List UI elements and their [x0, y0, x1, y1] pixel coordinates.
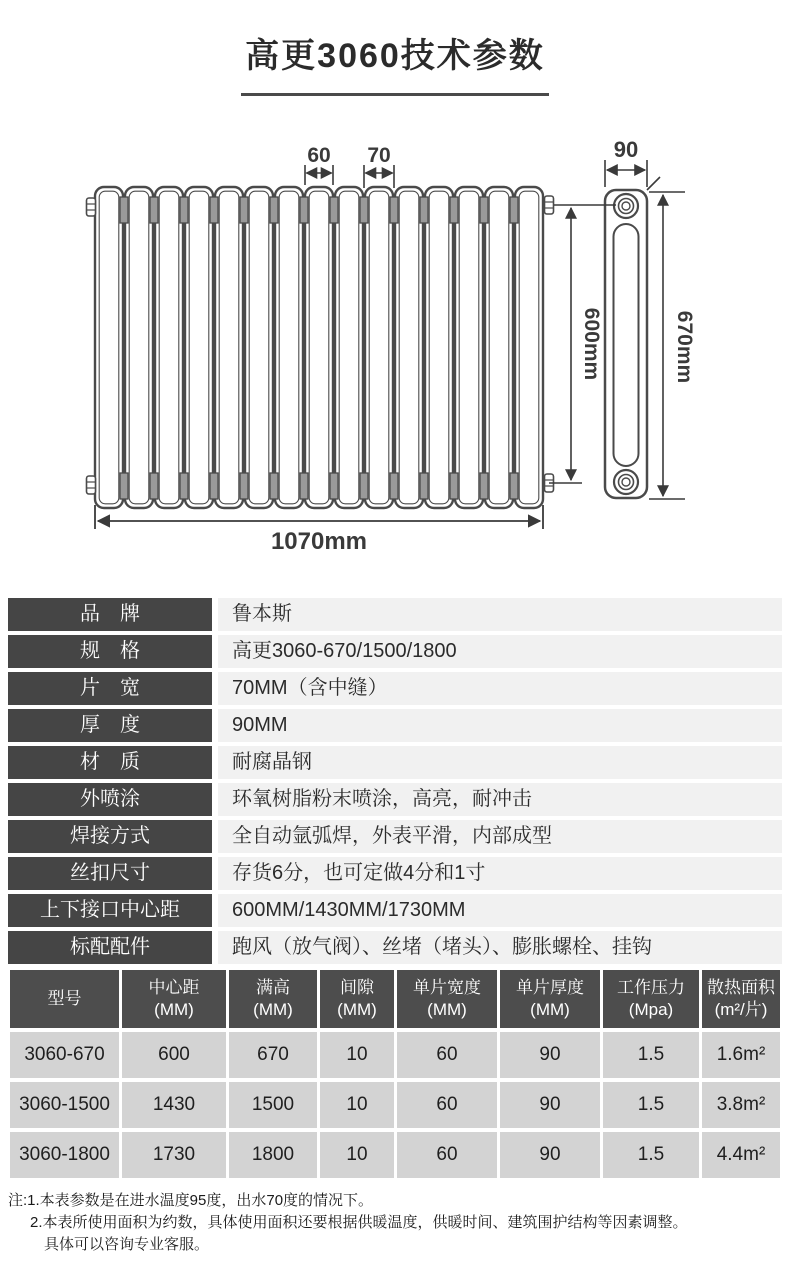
- spec-value: 90MM: [218, 709, 782, 742]
- table-row: [10, 1032, 780, 1078]
- table-header-row: [10, 970, 780, 1028]
- fin-connector-top: [240, 197, 248, 223]
- valve-knob-left-bottom: [87, 476, 96, 494]
- header-label: 间隙: [340, 978, 374, 997]
- fin-connector-bottom: [480, 473, 488, 499]
- fin-connector-bottom: [300, 473, 308, 499]
- fin-connector-top: [270, 197, 278, 223]
- note-line: 具体可以咨询专业客服。: [44, 1236, 210, 1253]
- spec-row-model: [0, 635, 790, 668]
- cell-full-height: 1800: [229, 1132, 317, 1178]
- radiator-dimension-diagram: [0, 130, 790, 560]
- valve-knob-left-top: [87, 198, 96, 216]
- dim-label-600mm: 600mm: [580, 307, 603, 381]
- spec-row-material: [0, 746, 790, 779]
- header-label: 型号: [47, 989, 82, 1008]
- dim-label-1070mm: 1070mm: [270, 528, 368, 555]
- header-unit: (MM): [427, 1000, 467, 1019]
- fin-connector-bottom: [510, 473, 518, 499]
- spec-row-brand: [0, 598, 790, 631]
- fin-connector-top: [120, 197, 128, 223]
- dim-fin-pitch: [364, 165, 394, 188]
- header-unit: (MM): [530, 1000, 570, 1019]
- spec-row-welding: [0, 820, 790, 853]
- parameter-table: [7, 966, 783, 1182]
- spec-label: 焊接方式: [8, 820, 212, 853]
- header-heat-area: [702, 970, 780, 1028]
- fin-connector-bottom: [330, 473, 338, 499]
- cell-gap: 10: [320, 1032, 394, 1078]
- header-label: 散热面积: [707, 978, 775, 997]
- radiator-front-view: [87, 187, 554, 508]
- spec-value: 70MM（含中缝）: [218, 672, 782, 705]
- fin-connector-bottom: [390, 473, 398, 499]
- dim-label-90: 90: [613, 137, 639, 162]
- spec-list: [0, 598, 790, 964]
- header-unit: (MM): [253, 1000, 293, 1019]
- fin-connector-top: [480, 197, 488, 223]
- fin-connector-bottom: [450, 473, 458, 499]
- table-row: [10, 1132, 780, 1178]
- header-unit: (MM): [337, 1000, 377, 1019]
- spec-value: 环氧树脂粉末喷涂，高亮，耐冲击: [218, 783, 782, 816]
- spec-value: 存货6分，也可定做4分和1寸: [218, 857, 782, 890]
- cell-model: 3060-1500: [10, 1082, 119, 1128]
- fin-connector-top: [330, 197, 338, 223]
- header-label: 单片厚度: [516, 978, 584, 997]
- spec-value: 耐腐晶钢: [218, 746, 782, 779]
- fin-connector-top: [420, 197, 428, 223]
- header-gap: [320, 970, 394, 1028]
- bottom-port-icon: [614, 470, 638, 494]
- header-unit: (MM): [154, 1000, 194, 1019]
- header-working-pressure: [603, 970, 699, 1028]
- page-title: 高更3060技术参数: [241, 28, 549, 96]
- dim-label-70: 70: [367, 144, 391, 167]
- note-prefix: 注:: [8, 1192, 28, 1209]
- spec-label: 厚 度: [8, 709, 212, 742]
- spec-label: 品 牌: [8, 598, 212, 631]
- header-label: 工作压力: [617, 978, 685, 997]
- header-label: 中心距: [148, 978, 200, 997]
- header-fin-width: [397, 970, 497, 1028]
- spec-row-thread-size: [0, 857, 790, 890]
- cell-working-pressure: 1.5: [603, 1132, 699, 1178]
- cell-center-distance: 1430: [122, 1082, 226, 1128]
- note-line: [8, 1190, 784, 1212]
- header-center-distance: [122, 970, 226, 1028]
- spec-value: 全自动氩弧焊，外表平滑，内部成型: [218, 820, 782, 853]
- top-port-icon: [614, 194, 638, 218]
- cell-model: 3060-1800: [10, 1132, 119, 1178]
- cell-working-pressure: 1.5: [603, 1082, 699, 1128]
- cell-fin-thickness: 90: [500, 1032, 600, 1078]
- fin-connector-bottom: [240, 473, 248, 499]
- cell-model: 3060-670: [10, 1032, 119, 1078]
- fin-connector-bottom: [150, 473, 158, 499]
- cell-fin-width: 60: [397, 1032, 497, 1078]
- cell-working-pressure: 1.5: [603, 1032, 699, 1078]
- fin-connector-top: [180, 197, 188, 223]
- title-section: [0, 28, 790, 96]
- cell-center-distance: 1730: [122, 1132, 226, 1178]
- header-model: [10, 970, 119, 1028]
- fin-connector-bottom: [360, 473, 368, 499]
- header-label: 满高: [256, 978, 290, 997]
- cell-heat-area: 4.4m²: [702, 1132, 780, 1178]
- dim-fin-width: [305, 165, 333, 185]
- valve-knob-right-top: [545, 196, 554, 214]
- spec-row-accessories: [0, 931, 790, 964]
- spec-row-port-distance: [0, 894, 790, 927]
- fin-connector-top: [450, 197, 458, 223]
- header-fin-thickness: [500, 970, 600, 1028]
- spec-value: 鲁本斯: [218, 598, 782, 631]
- fin-connector-top: [360, 197, 368, 223]
- fin-connector-top: [150, 197, 158, 223]
- spec-label: 片 宽: [8, 672, 212, 705]
- cell-fin-width: 60: [397, 1082, 497, 1128]
- dim-depth: [605, 160, 660, 190]
- spec-label: 外喷涂: [8, 783, 212, 816]
- fin-connector-top: [390, 197, 398, 223]
- cell-full-height: 670: [229, 1032, 317, 1078]
- cell-heat-area: 3.8m²: [702, 1082, 780, 1128]
- spec-value: 跑风（放气阀）、丝堵（堵头）、膨胀螺栓、挂钩: [218, 931, 782, 964]
- spec-label: 丝扣尺寸: [8, 857, 212, 890]
- cell-fin-width: 60: [397, 1132, 497, 1178]
- fin-connector-top: [210, 197, 218, 223]
- spec-row-fin-width: [0, 672, 790, 705]
- cell-center-distance: 600: [122, 1032, 226, 1078]
- cell-gap: 10: [320, 1132, 394, 1178]
- fin-connector-bottom: [270, 473, 278, 499]
- fin-connector-bottom: [210, 473, 218, 499]
- spec-value: 高更3060-670/1500/1800: [218, 635, 782, 668]
- header-unit: (m²/片): [714, 1000, 768, 1019]
- header-unit: (Mpa): [628, 1000, 674, 1019]
- spec-value: 600MM/1430MM/1730MM: [218, 894, 782, 927]
- fin-connector-top: [300, 197, 308, 223]
- header-full-height: [229, 970, 317, 1028]
- spec-label: 上下接口中心距: [8, 894, 212, 927]
- spec-row-thickness: [0, 709, 790, 742]
- spec-row-coating: [0, 783, 790, 816]
- cell-fin-thickness: 90: [500, 1082, 600, 1128]
- spec-label: 标配配件: [8, 931, 212, 964]
- note-text: 1.本表参数是在进水温度95度，出水70度的情况下。: [27, 1192, 374, 1209]
- fin-connector-top: [510, 197, 518, 223]
- table-row: [10, 1082, 780, 1128]
- fin-connector-bottom: [180, 473, 188, 499]
- dim-label-60: 60: [307, 144, 331, 167]
- cell-fin-thickness: 90: [500, 1132, 600, 1178]
- fin-connector-bottom: [120, 473, 128, 499]
- spec-label: 规 格: [8, 635, 212, 668]
- note-line: 2.本表所使用面积为约数，具体使用面积还要根据供暖温度，供暖时间、建筑围护结构等因素调整。: [30, 1214, 688, 1231]
- fin-connector-bottom: [420, 473, 428, 499]
- cell-full-height: 1500: [229, 1082, 317, 1128]
- dim-label-670mm: 670mm: [673, 310, 696, 384]
- footnotes: [8, 1190, 784, 1256]
- header-label: 单片宽度: [413, 978, 481, 997]
- cell-heat-area: 1.6m²: [702, 1032, 780, 1078]
- cell-gap: 10: [320, 1082, 394, 1128]
- spec-label: 材 质: [8, 746, 212, 779]
- radiator-side-view: [605, 190, 647, 498]
